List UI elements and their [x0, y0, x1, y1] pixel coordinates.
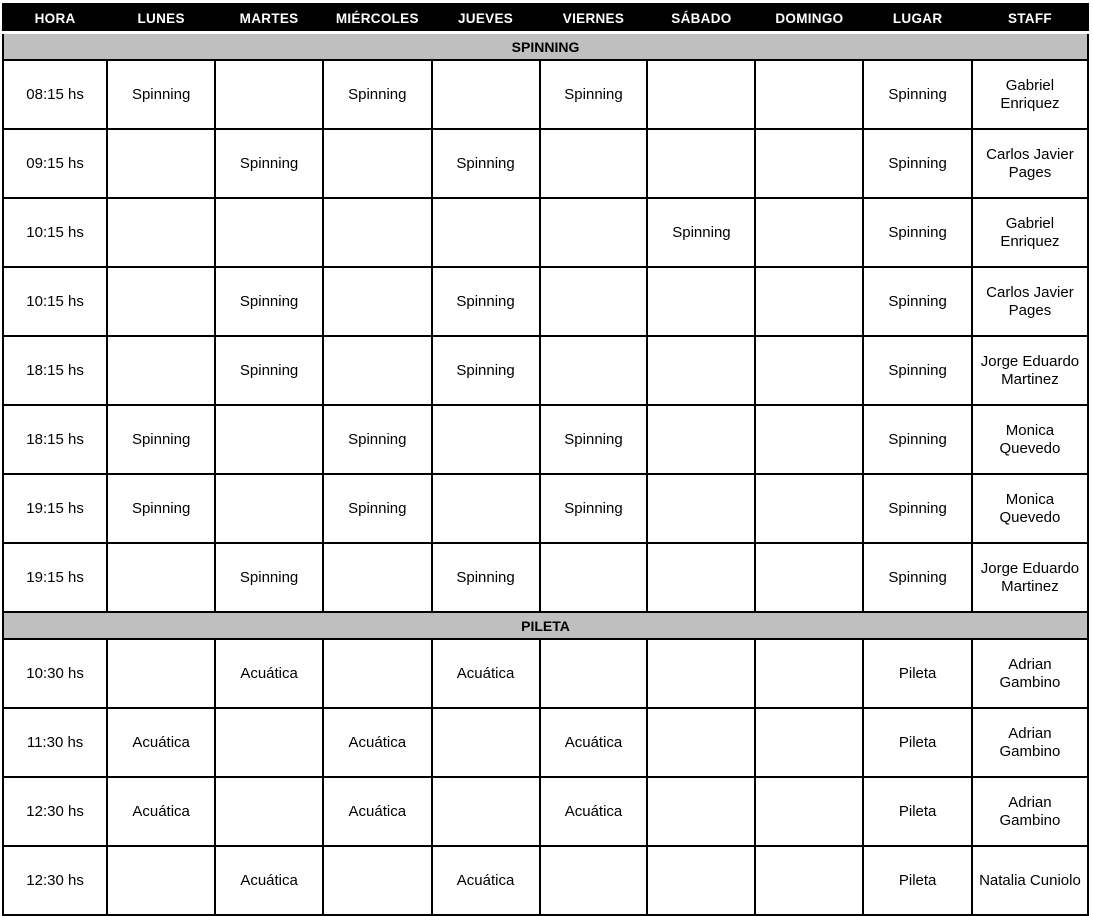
time-cell: 10:15 hs: [3, 267, 107, 336]
day-cell: [647, 543, 755, 612]
day-cell: [755, 267, 863, 336]
staff-cell: Monica Quevedo: [972, 405, 1088, 474]
day-cell: Spinning: [323, 474, 432, 543]
staff-cell: Natalia Cuniolo: [972, 846, 1088, 915]
schedule-row: [3, 129, 1088, 198]
section-title: PILETA: [3, 612, 1088, 639]
day-cell: [647, 60, 755, 129]
staff-cell: Jorge Eduardo Martinez: [972, 336, 1088, 405]
day-cell: [755, 474, 863, 543]
day-cell: Spinning: [215, 129, 323, 198]
table-header: [3, 4, 1088, 33]
day-cell: [647, 267, 755, 336]
time-cell: 10:30 hs: [3, 639, 107, 708]
lugar-cell: Spinning: [863, 129, 972, 198]
day-cell: Acuática: [215, 639, 323, 708]
day-cell: [107, 129, 215, 198]
day-cell: Spinning: [432, 129, 540, 198]
day-cell: [432, 708, 540, 777]
day-cell: [323, 639, 432, 708]
day-cell: [432, 777, 540, 846]
day-cell: Spinning: [323, 405, 432, 474]
lugar-cell: Pileta: [863, 777, 972, 846]
section-header-row: [3, 33, 1088, 61]
table-body: [3, 33, 1088, 916]
day-cell: [755, 846, 863, 915]
day-cell: [323, 543, 432, 612]
schedule-row: [3, 543, 1088, 612]
lugar-cell: Pileta: [863, 708, 972, 777]
column-header-hora: HORA: [3, 4, 107, 33]
day-cell: Spinning: [540, 474, 648, 543]
day-cell: Spinning: [107, 405, 215, 474]
time-cell: 12:30 hs: [3, 846, 107, 915]
time-cell: 12:30 hs: [3, 777, 107, 846]
day-cell: Acuática: [107, 777, 215, 846]
lugar-cell: Spinning: [863, 405, 972, 474]
day-cell: [107, 198, 215, 267]
day-cell: [215, 708, 323, 777]
day-cell: [647, 639, 755, 708]
day-cell: [755, 777, 863, 846]
day-cell: [323, 846, 432, 915]
lugar-cell: Spinning: [863, 198, 972, 267]
staff-cell: Gabriel Enriquez: [972, 60, 1088, 129]
day-cell: [215, 60, 323, 129]
schedule-row: [3, 639, 1088, 708]
day-cell: Acuática: [107, 708, 215, 777]
day-cell: Spinning: [215, 336, 323, 405]
staff-cell: Jorge Eduardo Martinez: [972, 543, 1088, 612]
day-cell: [647, 129, 755, 198]
schedule-row: [3, 267, 1088, 336]
day-cell: Spinning: [432, 336, 540, 405]
day-cell: Acuática: [540, 777, 648, 846]
day-cell: [107, 267, 215, 336]
schedule-row: [3, 846, 1088, 915]
day-cell: [432, 198, 540, 267]
day-cell: Acuática: [215, 846, 323, 915]
day-cell: Spinning: [540, 60, 648, 129]
day-cell: Acuática: [432, 846, 540, 915]
staff-cell: Adrian Gambino: [972, 708, 1088, 777]
day-cell: [432, 474, 540, 543]
day-cell: [540, 336, 648, 405]
day-cell: Spinning: [107, 60, 215, 129]
column-header-staff: STAFF: [972, 4, 1088, 33]
day-cell: [540, 846, 648, 915]
column-header-lunes: LUNES: [107, 4, 215, 33]
time-cell: 18:15 hs: [3, 405, 107, 474]
schedule-row: [3, 405, 1088, 474]
day-cell: [647, 777, 755, 846]
schedule-row: [3, 198, 1088, 267]
day-cell: [323, 336, 432, 405]
day-cell: [647, 336, 755, 405]
lugar-cell: Pileta: [863, 846, 972, 915]
time-cell: 19:15 hs: [3, 474, 107, 543]
day-cell: Spinning: [432, 267, 540, 336]
schedule-row: [3, 474, 1088, 543]
day-cell: Spinning: [107, 474, 215, 543]
day-cell: Spinning: [215, 543, 323, 612]
staff-cell: Carlos Javier Pages: [972, 129, 1088, 198]
day-cell: [647, 474, 755, 543]
staff-cell: Adrian Gambino: [972, 639, 1088, 708]
day-cell: [215, 198, 323, 267]
day-cell: [215, 405, 323, 474]
schedule-row: [3, 60, 1088, 129]
day-cell: [755, 708, 863, 777]
day-cell: [540, 267, 648, 336]
staff-cell: Carlos Javier Pages: [972, 267, 1088, 336]
day-cell: Spinning: [432, 543, 540, 612]
day-cell: [323, 267, 432, 336]
day-cell: [215, 474, 323, 543]
day-cell: [647, 846, 755, 915]
day-cell: [755, 60, 863, 129]
column-header-domingo: DOMINGO: [755, 4, 863, 33]
day-cell: [215, 777, 323, 846]
lugar-cell: Spinning: [863, 267, 972, 336]
day-cell: [323, 129, 432, 198]
column-header-viernes: VIERNES: [540, 4, 648, 33]
day-cell: [755, 198, 863, 267]
lugar-cell: Spinning: [863, 336, 972, 405]
day-cell: [540, 129, 648, 198]
day-cell: [647, 405, 755, 474]
time-cell: 19:15 hs: [3, 543, 107, 612]
day-cell: [107, 846, 215, 915]
day-cell: [647, 708, 755, 777]
class-schedule-table: [2, 3, 1089, 916]
day-cell: [540, 543, 648, 612]
schedule-row: [3, 777, 1088, 846]
time-cell: 09:15 hs: [3, 129, 107, 198]
day-cell: Acuática: [432, 639, 540, 708]
column-header-miercoles: MIÉRCOLES: [323, 4, 432, 33]
schedule-row: [3, 336, 1088, 405]
day-cell: Acuática: [323, 708, 432, 777]
day-cell: [107, 336, 215, 405]
day-cell: Spinning: [540, 405, 648, 474]
day-cell: [107, 543, 215, 612]
day-cell: Spinning: [215, 267, 323, 336]
day-cell: [755, 129, 863, 198]
section-title: SPINNING: [3, 33, 1088, 61]
column-header-martes: MARTES: [215, 4, 323, 33]
time-cell: 08:15 hs: [3, 60, 107, 129]
lugar-cell: Spinning: [863, 543, 972, 612]
day-cell: [540, 639, 648, 708]
day-cell: Spinning: [647, 198, 755, 267]
column-header-lugar: LUGAR: [863, 4, 972, 33]
day-cell: [107, 639, 215, 708]
schedule-row: [3, 708, 1088, 777]
day-cell: Spinning: [323, 60, 432, 129]
time-cell: 10:15 hs: [3, 198, 107, 267]
day-cell: Acuática: [540, 708, 648, 777]
lugar-cell: Spinning: [863, 474, 972, 543]
day-cell: [323, 198, 432, 267]
staff-cell: Gabriel Enriquez: [972, 198, 1088, 267]
column-header-jueves: JUEVES: [432, 4, 540, 33]
lugar-cell: Pileta: [863, 639, 972, 708]
header-row: [3, 4, 1088, 33]
column-header-sabado: SÁBADO: [647, 4, 755, 33]
day-cell: [755, 336, 863, 405]
day-cell: [432, 405, 540, 474]
day-cell: [432, 60, 540, 129]
day-cell: Acuática: [323, 777, 432, 846]
lugar-cell: Spinning: [863, 60, 972, 129]
day-cell: [755, 639, 863, 708]
day-cell: [540, 198, 648, 267]
section-header-row: [3, 612, 1088, 639]
staff-cell: Monica Quevedo: [972, 474, 1088, 543]
time-cell: 11:30 hs: [3, 708, 107, 777]
day-cell: [755, 405, 863, 474]
time-cell: 18:15 hs: [3, 336, 107, 405]
staff-cell: Adrian Gambino: [972, 777, 1088, 846]
day-cell: [755, 543, 863, 612]
